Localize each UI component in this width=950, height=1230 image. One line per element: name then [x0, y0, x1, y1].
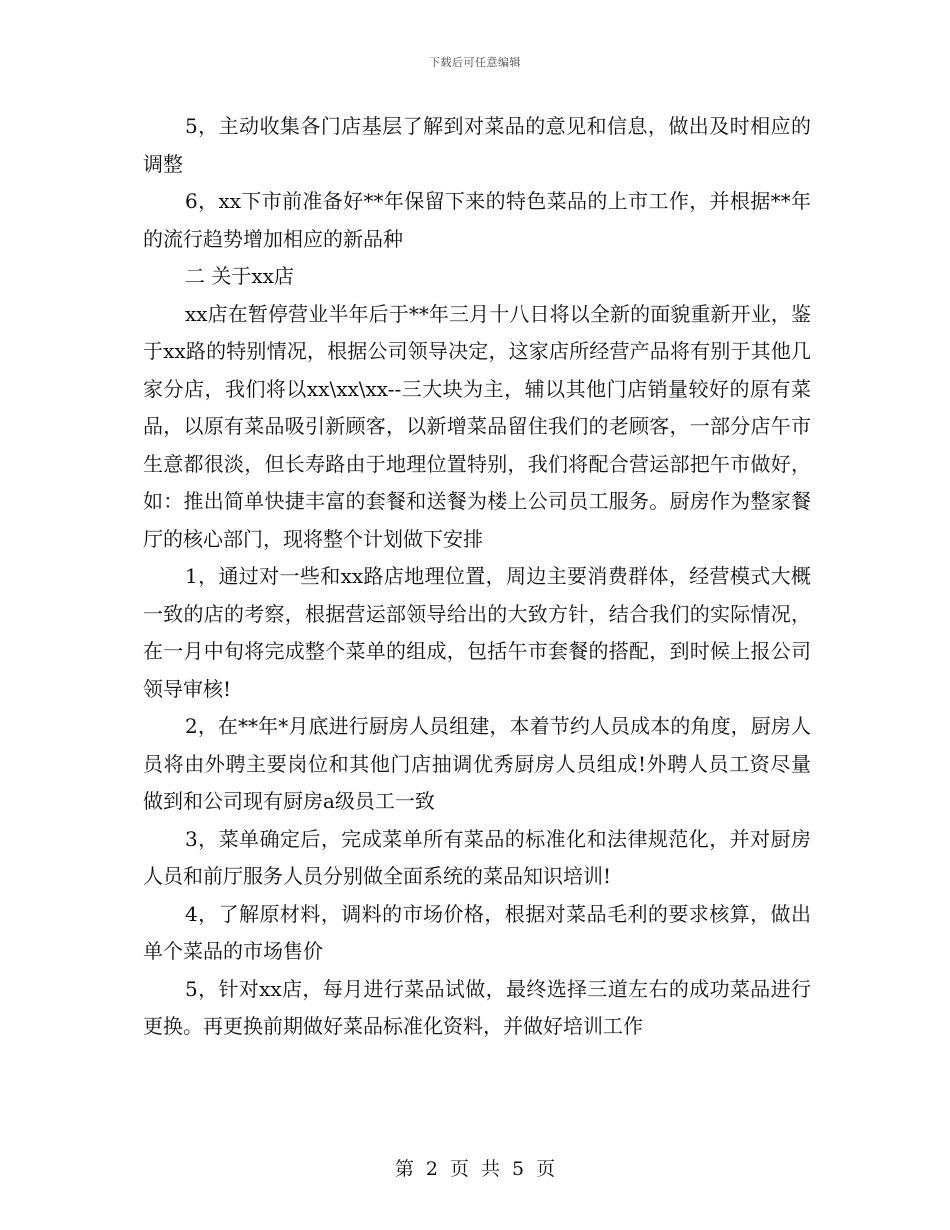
page-header: 下载后可任意编辑 — [429, 56, 521, 69]
section-heading: 二 关于xx店 — [185, 264, 294, 288]
paragraph: 3，菜单确定后，完成菜单所有菜品的标准化和法律规范化，并对厨房人员和前厅服务人员分别做全面系统的菜品知识培训! — [143, 826, 811, 888]
document-body — [143, 108, 811, 1046]
paragraph: 5，针对xx店，每月进行菜品试做，最终选择三道左右的成功菜品进行更换。再更换前期做好菜品标准化资料，并做好培训工作 — [143, 976, 811, 1038]
paragraph: 4，了解原材料，调料的市场价格，根据对菜品毛利的要求核算，做出单个菜品的市场售价 — [143, 901, 811, 963]
paragraph: 6，xx下市前准备好**年保留下来的特色菜品的上市工作，并根据**年的流行趋势增加相应的新品种 — [143, 189, 811, 251]
page-number-footer: 第 2 页 共 5 页 — [394, 1158, 556, 1180]
paragraph: xx店在暂停营业半年后于**年三月十八日将以全新的面貌重新开业，鉴于xx路的特别情况，根据公司领导决定，这家店所经营产品将有别于其他几家分店，我们将以xx\xx\xx--三大块为主，辅以其他门店销量较好的原有菜品，以原有菜品吸引新顾客，以新增菜品留住我们的老顾客，一部分店午市生意都很淡，但长寿路由于地理位置特别，我们将配合营运部把午市做好，如：推出简单快捷丰富的套餐和送餐为楼上公司员工服务。厨房作为整家餐厅的核心部门，现将整个计划做下安排 — [143, 301, 811, 551]
paragraph: 5，主动收集各门店基层了解到对菜品的意见和信息，做出及时相应的调整 — [143, 114, 811, 176]
paragraph: 2，在**年*月底进行厨房人员组建，本着节约人员成本的角度，厨房人员将由外聘主要岗位和其他门店抽调优秀厨房人员组成!外聘人员工资尽量做到和公司现有厨房a级员工一致 — [143, 714, 811, 813]
paragraph: 1，通过对一些和xx路店地理位置，周边主要消费群体，经营模式大概一致的店的考察，根据营运部领导给出的大致方针，结合我们的实际情况，在一月中旬将完成整个菜单的组成，包括午市套餐的搭配，到时候上报公司领导审核! — [143, 564, 811, 701]
